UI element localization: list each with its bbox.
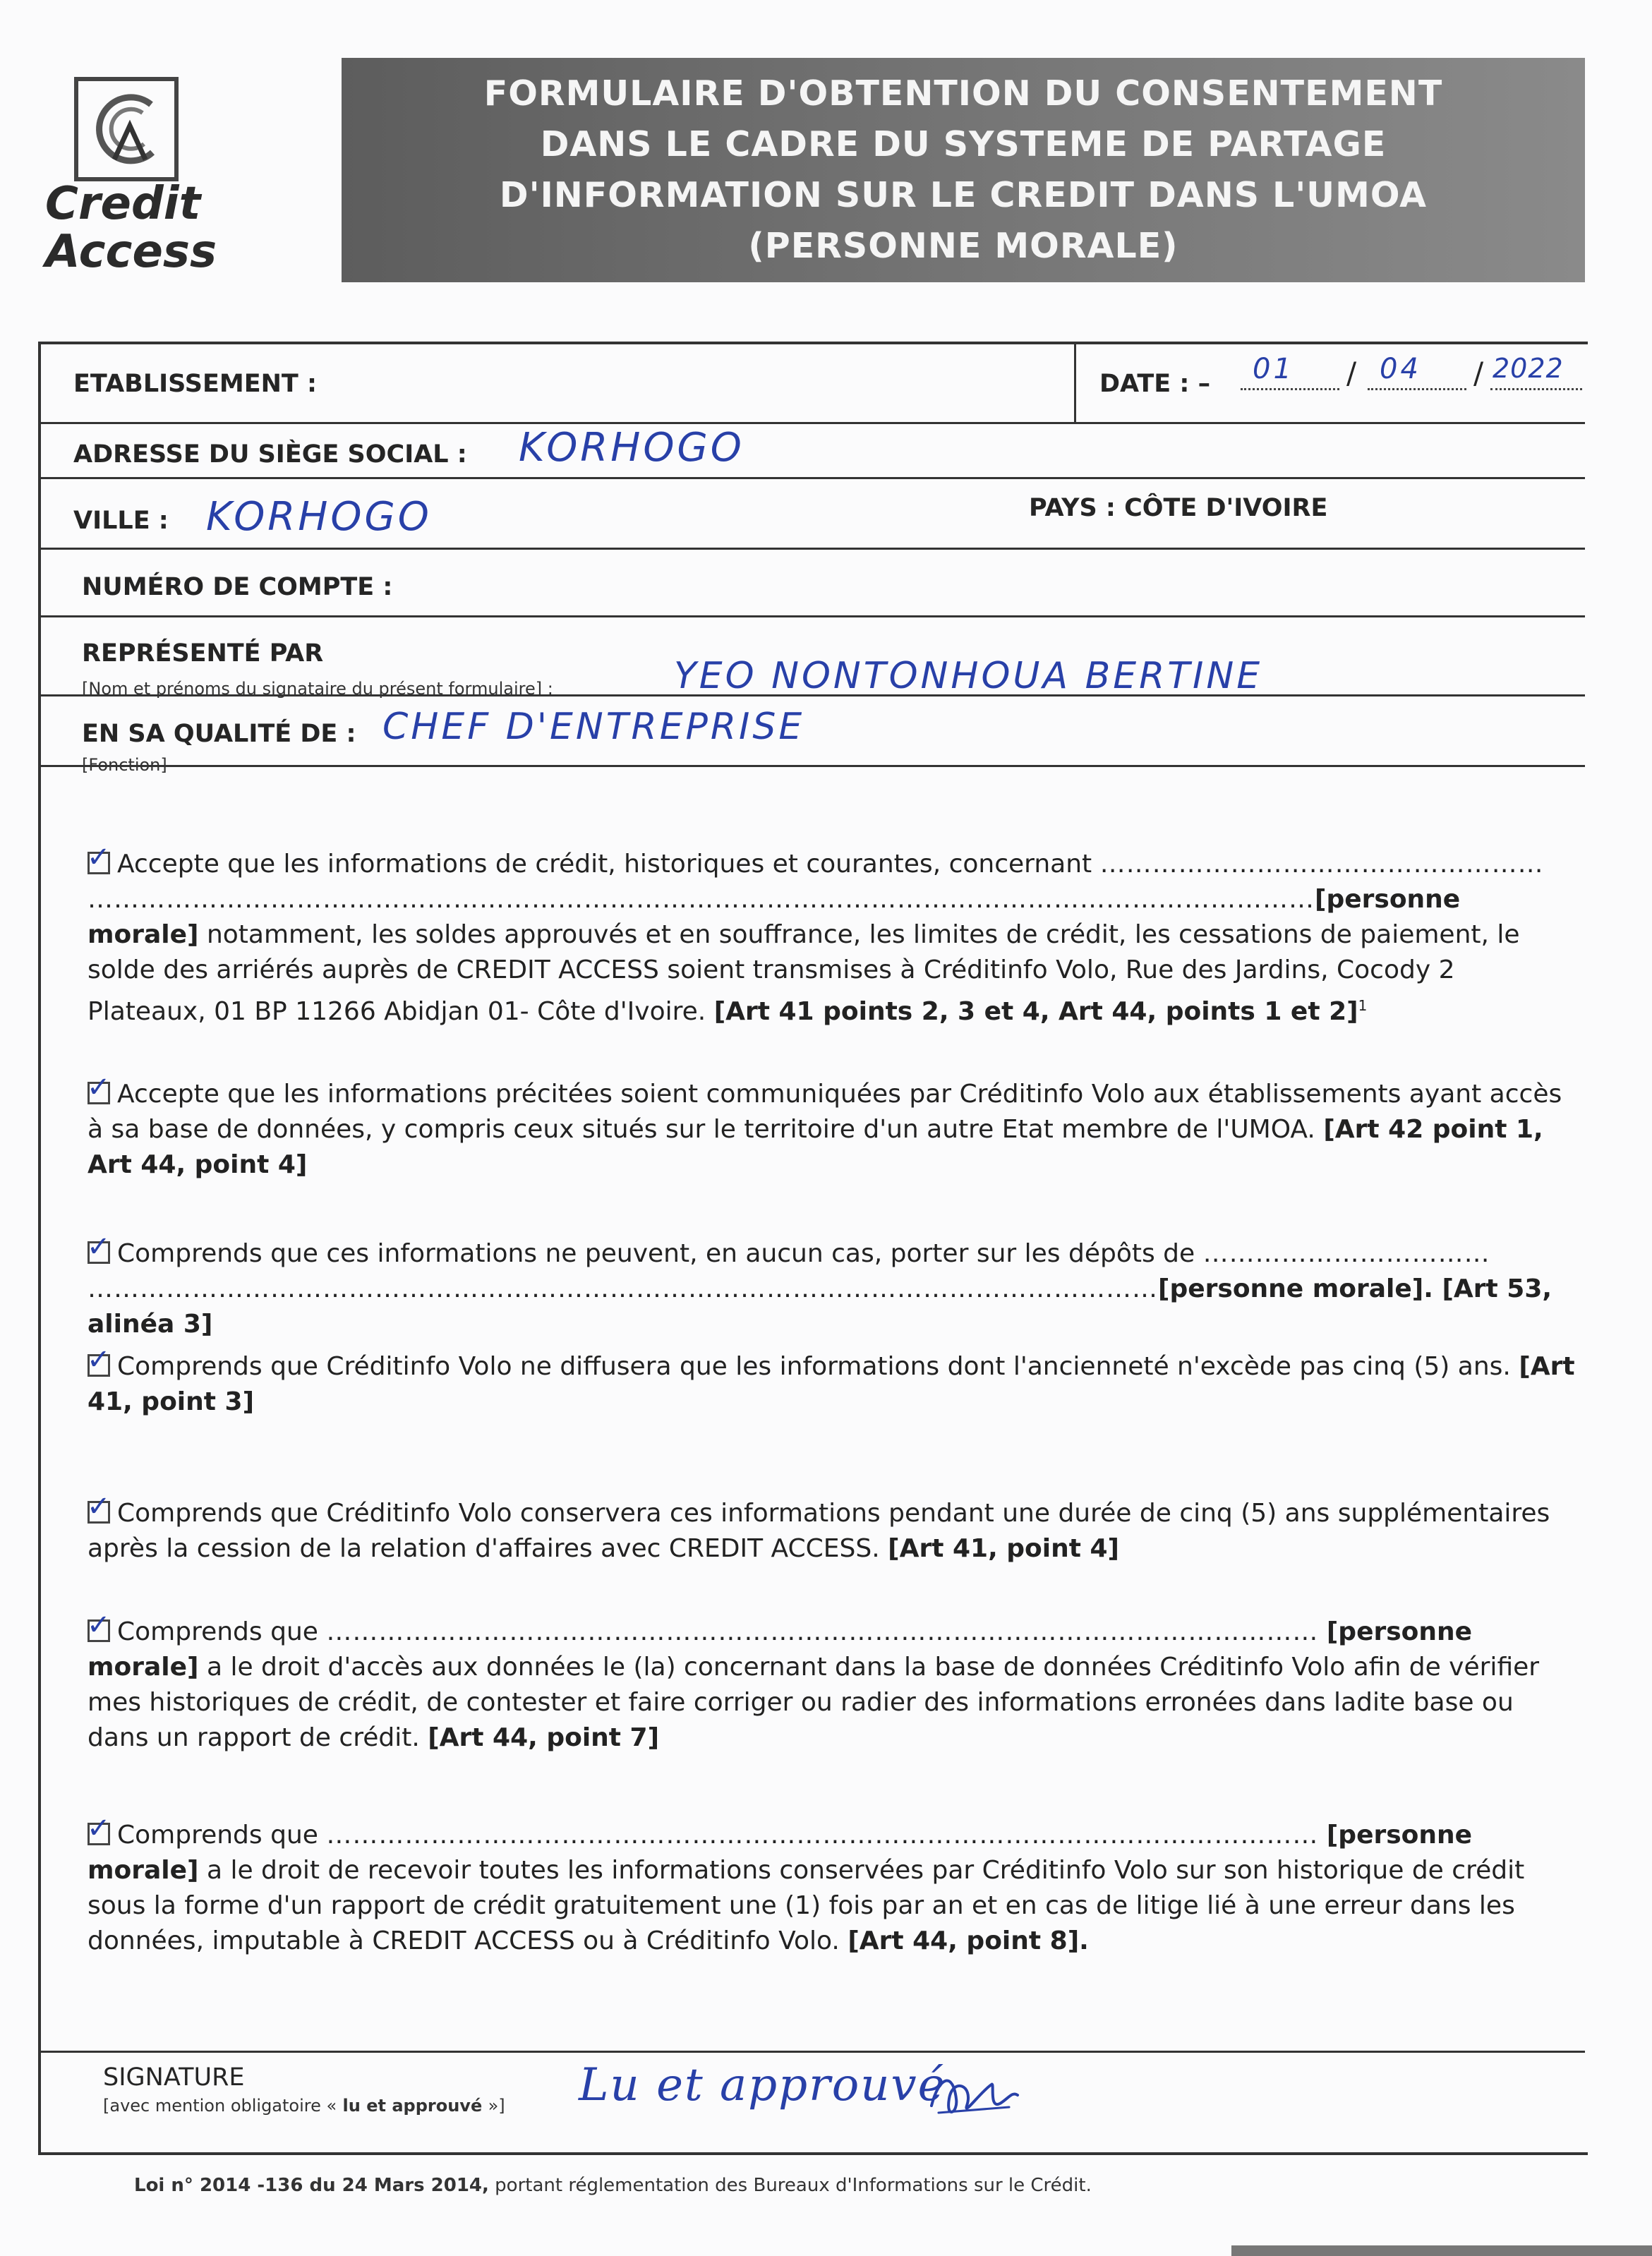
pays-label: PAYS : CÔTE D'IVOIRE xyxy=(1029,494,1328,522)
clause-7-bold: [personne morale] xyxy=(88,1821,1473,1885)
ville-value[interactable]: KORHOGO xyxy=(206,494,432,540)
clause-1-reference: [Art 41 points 2, 3 et 4, Art 44, points 1 et 2] xyxy=(713,997,1358,1026)
consent-clause-3 xyxy=(88,1236,1575,1342)
compte-label: NUMÉRO DE COMPTE : xyxy=(82,573,393,601)
date-separator: / xyxy=(1346,356,1357,390)
date-month-value: 04 xyxy=(1380,353,1421,385)
signature-handwritten-mention[interactable]: Lu et approuvé xyxy=(579,2059,946,2111)
adresse-value[interactable]: KORHOGO xyxy=(519,425,744,471)
clause-7-text: a le droit de recevoir toutes les informations conservées par Créditinfo Volo sur son historique de crédit sous la forme d'un rapport de crédit gratuitement une (1) fois par an et en cas de litige lié à une erreur dans les données, imputable à CREDIT ACCESS ou à Créditinfo Volo. xyxy=(88,1856,1525,1955)
page-edge-band xyxy=(1231,2245,1652,2256)
footnote-marker: 1 xyxy=(1358,997,1368,1014)
law-footnote xyxy=(134,2175,1092,2196)
adresse-label: ADRESSE DU SIÈGE SOCIAL : xyxy=(73,440,467,469)
clause-5-checkbox[interactable] xyxy=(88,1501,110,1524)
form-title xyxy=(484,68,1443,272)
consent-clause-5 xyxy=(88,1496,1575,1567)
clause-3-reference: [personne morale]. [Art 53, alinéa 3] xyxy=(88,1274,1552,1339)
law-description: portant réglementation des Bureaux d'Informations sur le Crédit. xyxy=(488,2175,1092,2196)
date-separator: / xyxy=(1473,356,1484,390)
consent-clause-1 xyxy=(88,847,1575,1030)
row-divider xyxy=(38,2051,1585,2053)
clause-6-reference: [Art 44, point 7] xyxy=(428,1723,660,1752)
date-cell-divider xyxy=(1074,342,1076,422)
consent-clause-4 xyxy=(88,1349,1575,1420)
signature-sublabel-text: [avec mention obligatoire « xyxy=(103,2096,337,2116)
signature-sublabel-text: »] xyxy=(488,2096,505,2116)
clause-3-checkbox[interactable] xyxy=(88,1241,110,1264)
signature-sublabel-bold: lu et approuvé xyxy=(337,2096,488,2116)
represente-value[interactable]: YEO NONTONHOUA BERTINE xyxy=(674,655,1263,697)
logo-line-1: Credit xyxy=(45,178,201,230)
clause-6-bold: [personne morale] xyxy=(88,1617,1473,1682)
logo-wordmark xyxy=(45,180,250,276)
clause-7-reference: [Art 44, point 8]. xyxy=(848,1926,1089,1955)
clause-7-text: Comprends que xyxy=(117,1821,318,1850)
clause-2-text: Accepte que les informations précitées soient communiquées par Créditinfo Volo aux établissements ayant accès à sa base de données, y compris ceux situés sur le territoire d'un autre Etat membre de l'UMOA. xyxy=(88,1080,1562,1144)
clause-6-checkbox[interactable] xyxy=(88,1619,110,1642)
clause-3-text: Comprends que ces informations ne peuvent, en aucun cas, porter sur les dépôts de xyxy=(117,1239,1195,1268)
row-divider xyxy=(38,477,1585,479)
date-year-value: 2022 xyxy=(1493,353,1564,384)
represente-label: REPRÉSENTÉ PAR xyxy=(82,639,324,668)
represente-sublabel: [Nom et prénoms du signataire du présent formulaire] : xyxy=(82,679,553,699)
logo-line-2: Access xyxy=(45,226,217,278)
row-divider xyxy=(38,422,1585,424)
signature-label: SIGNATURE xyxy=(103,2063,245,2092)
clause-4-checkbox[interactable] xyxy=(88,1354,110,1377)
clause-3-blank: …………………………………………………………………………………………………………… xyxy=(88,1274,1158,1303)
clause-3-blank: …………………………… xyxy=(1202,1239,1490,1268)
clause-1-blank: …………………………………………………………………………………………………………………………… xyxy=(88,885,1315,914)
consent-clause-6 xyxy=(88,1615,1575,1756)
clause-1-text: notamment, les soldes approuvés et en souffrance, les limites de crédit, les cessations de paiement, le solde des arriérés auprès de CREDIT ACCESS soient transmises à Créditinfo Volo, Rue des Jardins, Cocody 2 Plateaux, 01 BP 11266 Abidjan 01- Côte d'Ivoire. xyxy=(88,920,1520,1026)
clause-6-text: Comprends que xyxy=(117,1617,318,1646)
qualite-sublabel: [Fonction] xyxy=(82,755,167,775)
clause-1-checkbox[interactable] xyxy=(88,852,110,874)
qualite-value[interactable]: CHEF D'ENTREPRISE xyxy=(382,706,805,748)
clause-5-text: Comprends que Créditinfo Volo conservera ces informations pendant une durée de cinq (5) ans supplémentaires après la cession de la relation d'affaires avec CREDIT ACCESS. xyxy=(88,1499,1550,1563)
clause-2-reference: [Art 42 point 1, Art 44, point 4] xyxy=(88,1115,1543,1179)
title-line-2: DANS LE CADRE DU SYSTEME DE PARTAGE xyxy=(540,124,1387,164)
clause-1-blank: …………………………………………… xyxy=(1099,850,1544,879)
clause-4-text: Comprends que Créditinfo Volo ne diffusera que les informations dont l'ancienneté n'excède pas cinq (5) ans. xyxy=(117,1352,1511,1381)
qualite-label: EN SA QUALITÉ DE : xyxy=(82,720,356,748)
form-title-band xyxy=(342,58,1585,282)
clause-1-text: Accepte que les informations de crédit, historiques et courantes, concernant xyxy=(117,850,1092,879)
signature-sublabel xyxy=(103,2096,505,2116)
ville-label: VILLE : xyxy=(73,507,169,535)
title-line-4: (PERSONNE MORALE) xyxy=(748,226,1178,266)
law-reference: Loi n° 2014 -136 du 24 Mars 2014, xyxy=(134,2175,489,2196)
clause-7-blank: …………………………………………………………………………………………………… xyxy=(326,1821,1319,1850)
clause-1-bold: [personne morale] xyxy=(88,885,1461,949)
date-label: DATE : – xyxy=(1099,370,1211,398)
clause-2-checkbox[interactable] xyxy=(88,1082,110,1104)
etablissement-label: ETABLISSEMENT : xyxy=(73,370,317,398)
title-line-1: FORMULAIRE D'OBTENTION DU CONSENTEMENT xyxy=(483,73,1443,114)
date-day-value: 01 xyxy=(1253,353,1294,385)
title-line-3: D'INFORMATION SUR LE CREDIT DANS L'UMOA xyxy=(499,175,1428,215)
clause-7-checkbox[interactable] xyxy=(88,1823,110,1845)
credit-access-logo-icon xyxy=(73,76,179,182)
row-divider xyxy=(38,548,1585,550)
clause-5-reference: [Art 41, point 4] xyxy=(888,1534,1119,1563)
clause-4-reference: [Art 41, point 3] xyxy=(88,1352,1575,1416)
clause-6-blank: …………………………………………………………………………………………………… xyxy=(326,1617,1319,1646)
signature-scribble-icon[interactable] xyxy=(924,2063,1023,2127)
consent-clause-7 xyxy=(88,1818,1575,1959)
row-divider xyxy=(38,765,1585,767)
clause-6-text: a le droit d'accès aux données le (la) concernant dans la base de données Créditinfo Volo afin de vérifier mes historiques de crédit, de contester et faire corriger ou radier des informations erronées dans ladite base ou dans un rapport de crédit. xyxy=(88,1653,1540,1752)
row-divider xyxy=(38,615,1585,617)
consent-clause-2 xyxy=(88,1077,1575,1183)
